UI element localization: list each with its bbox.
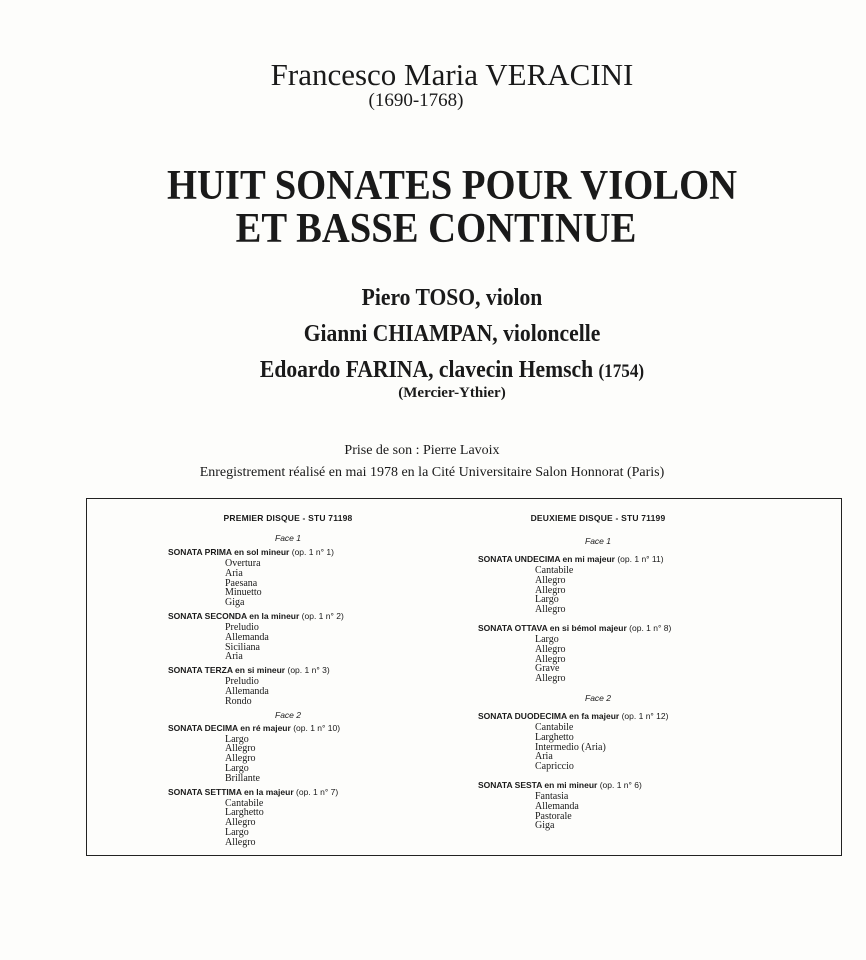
sonata-opus: (op. 1 n° 11)	[617, 554, 664, 564]
sonata-heading	[168, 723, 498, 733]
sonata-name: SONATA DUODECIMA en fa majeur	[478, 710, 620, 721]
sonata-heading	[478, 780, 808, 790]
movement-item: Allegro	[225, 817, 256, 829]
movement-item: Pastorale	[535, 810, 572, 822]
sonata-name: SONATA DECIMA en ré majeur	[168, 722, 291, 733]
sonata-heading	[168, 611, 498, 621]
sonata-heading	[478, 623, 808, 633]
sonata-opus: (op. 1 n° 7)	[296, 786, 339, 797]
movement-item: Siciliana	[225, 641, 260, 653]
composer-dates: (1690-1768)	[368, 90, 464, 111]
movement-item: Cantabile	[535, 721, 574, 733]
performer-cello: Gianni CHIAMPAN, violoncelle	[303, 321, 601, 347]
movement-item: Allegro	[225, 836, 256, 848]
sonata-opus: (op. 1 n° 10)	[293, 722, 341, 733]
sonata-opus: (op. 1 n° 3)	[287, 665, 330, 676]
sonata-name: SONATA UNDECIMA en mi majeur	[478, 554, 615, 564]
movement-item: Allegro	[225, 753, 256, 765]
sonata-heading	[478, 711, 808, 721]
face-label: Face 1	[585, 536, 611, 546]
sonata-name: SONATA PRIMA en sol mineur	[168, 547, 290, 557]
sonata-name: SONATA TERZA en si mineur	[168, 665, 286, 676]
disc-title: DEUXIEME DISQUE - STU 71199	[530, 513, 666, 523]
sonata-name: SONATA SESTA en mi mineur	[478, 779, 598, 790]
recording-engineer: Prise de son : Pierre Lavoix	[344, 443, 500, 458]
sonata-heading	[168, 787, 498, 797]
movement-item: Allegro	[535, 643, 566, 655]
movement-item: Larghetto	[225, 807, 264, 819]
recording-info: Enregistrement réalisé en mai 1978 en la Cité Universitaire Salon Honnorat (Paris)	[199, 465, 665, 480]
movement-item: Aria	[225, 651, 243, 663]
movement-item: Overtura	[225, 558, 261, 569]
movement-item: Cantabile	[225, 797, 264, 809]
movement-item: Allegro	[535, 673, 566, 685]
face-label: Face 2	[275, 709, 301, 720]
disc-2-column	[478, 513, 808, 831]
sonata-opus: (op. 1 n° 1)	[291, 547, 334, 557]
movement-item: Allemanda	[535, 800, 579, 812]
face-label: Face 2	[585, 692, 611, 703]
movement-item: Largo	[225, 762, 249, 774]
movement-item: Preludio	[225, 621, 259, 633]
movement-item: Largo	[225, 733, 249, 745]
movement-item: Cantabile	[535, 565, 574, 576]
movement-item: Giga	[535, 820, 555, 832]
movement-item: Capriccio	[535, 761, 574, 773]
instrument-maker: (Mercier-Ythier)	[398, 385, 506, 401]
movement-item: Preludio	[225, 676, 259, 688]
album-title-line-2: ET BASSE CONTINUE	[235, 206, 637, 252]
movement-item: Giga	[225, 597, 245, 609]
movement-item: Grave	[535, 663, 560, 675]
movement-item: Allegro	[535, 604, 566, 616]
sonata-heading	[168, 665, 498, 675]
sonata-heading	[168, 547, 498, 557]
performer-violin: Piero TOSO, violon	[361, 285, 543, 311]
movement-item: Allegro	[535, 574, 566, 586]
disc-title: PREMIER DISQUE - STU 71198	[223, 513, 353, 523]
movement-item: Allemanda	[225, 685, 269, 697]
movement-item: Paesana	[225, 577, 258, 589]
performer-harpsichord	[45, 357, 859, 384]
sonata-name: SONATA SETTIMA en la majeur	[168, 786, 294, 797]
movement-item: Allegro	[535, 653, 566, 665]
movement-item: Allegro	[535, 584, 566, 596]
composer-name: Francesco Maria VERACINI	[270, 57, 634, 92]
movement-item: Larghetto	[535, 731, 574, 743]
movement-item: Fantasia	[535, 790, 569, 802]
movement-item: Largo	[535, 633, 559, 645]
sonata-heading	[478, 554, 808, 564]
album-title-line-1: HUIT SONATES POUR VIOLON	[166, 163, 738, 209]
sonata-opus: (op. 1 n° 6)	[599, 779, 642, 790]
movement-item: Rondo	[225, 695, 252, 707]
harpsichord-year: (1754)	[598, 361, 645, 382]
sonata-opus: (op. 1 n° 12)	[621, 710, 669, 721]
movement-item: Allemanda	[225, 631, 269, 643]
performer-harpsichord-name: Edoardo FARINA, clavecin Hemsch	[259, 357, 594, 383]
movement-item: Aria	[225, 567, 243, 579]
movement-item: Intermedio (Aria)	[535, 741, 606, 753]
movement-item: Minuetto	[225, 587, 262, 599]
movement-item: Largo	[225, 826, 249, 838]
disc-1-column	[168, 513, 498, 848]
tracklist-box	[86, 498, 842, 856]
movement-item: Allegro	[225, 743, 256, 755]
sonata-name: SONATA OTTAVA en si bémol majeur	[478, 622, 627, 633]
sonata-opus: (op. 1 n° 8)	[629, 622, 672, 633]
face-label: Face 1	[275, 533, 301, 543]
sonata-name: SONATA SECONDA en la mineur	[168, 610, 300, 621]
movement-item: Largo	[535, 594, 559, 606]
movement-item: Aria	[535, 751, 553, 763]
sonata-opus: (op. 1 n° 2)	[301, 610, 344, 621]
movement-item: Brillante	[225, 772, 260, 784]
